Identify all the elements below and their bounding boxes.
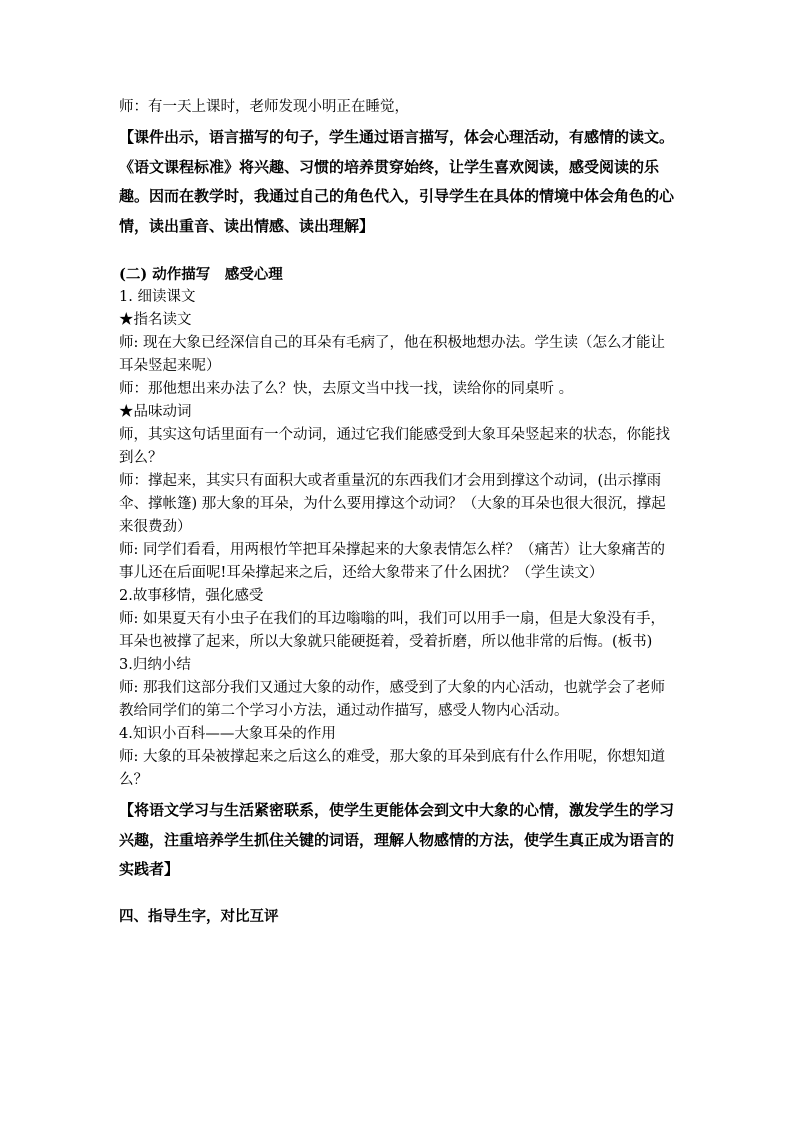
- star-savor-verbs: ★品味动词: [119, 404, 192, 420]
- paragraph-teacher-intro: 师：有一天上课时，老师发现小明正在睡觉，: [119, 99, 409, 115]
- document-page: [119, 96, 679, 928]
- paragraph-insects: 师: 如果夏天有小虫子在我们的耳边嗡嗡的叫，我们可以用手一扇，但是大象没有手，耳朵也被撑了起来，所以大象就只能硬挺着，受着折磨，所以他非常的后悔。(板书): [119, 611, 665, 650]
- star-read-aloud: ★指名读文: [119, 312, 192, 328]
- paragraph-elephant-believes: 师: 现在大象已经深信自己的耳朵有毛病了，他在积极地想办法。学生读（怎么才能让耳朵竖起来呢）: [119, 335, 665, 374]
- section-heading-characters: 四、指导生字，对比互评: [119, 907, 279, 925]
- note-language-description: 【课件出示，语言描写的句子，学生通过语言描写，体会心理活动，有感情的读文。《语文课程标准》将兴趣、习惯的培养贯穿始终，让学生喜欢阅读，感受阅读的乐趣。因而在教学时，我通过自己的角色代入，引导学生在具体的情境中体会角色的心情，读出重音、读出情感、读出理解】: [119, 128, 675, 235]
- paragraph-find-method: 师：那他想出来办法了么？快，去原文当中找一找，读给你的同桌听 。: [119, 381, 574, 397]
- paragraph-prop-up: 师：撑起来，其实只有面积大或者重量沉的东西我们才会用到撑这个动词，(出示撑雨伞、撑帐篷) 那大象的耳朵，为什么要用撑这个动词？（大象的耳朵也很大很沉，撑起来很费劲）: [119, 473, 666, 535]
- section-heading-action-description: (二) 动作描写 感受心理: [119, 266, 283, 283]
- step-summary: 3.归纳小结: [119, 657, 191, 673]
- paragraph-elephant-expression: 师: 同学们看看，用两根竹竿把耳朵撑起来的大象表情怎么样？（痛苦）让大象痛苦的事儿还在后面呢!耳朵撑起来之后，还给大象带来了什么困扰？（学生读文）: [119, 542, 665, 581]
- step-knowledge: 4.知识小百科——大象耳朵的作用: [119, 726, 336, 742]
- paragraph-find-verb: 师，其实这句话里面有一个动词，通过它我们能感受到大象耳朵竖起来的状态，你能找到么？: [119, 427, 670, 466]
- paragraph-ear-function: 师: 大象的耳朵被撑起来之后这么的难受，那大象的耳朵到底有什么作用呢，你想知道么？: [119, 749, 665, 788]
- step-close-reading: 1. 细读课文: [119, 289, 196, 305]
- note-life-connection: 【将语文学习与生活紧密联系，使学生更能体会到文中大象的心情，激发学生的学习兴趣，注重培养学生抓住关键的词语，理解人物感情的方法，使学生真正成为语言的实践者】: [119, 801, 675, 878]
- step-empathy: 2.故事移情，强化感受: [119, 588, 264, 604]
- paragraph-summary: 师: 那我们这部分我们又通过大象的动作，感受到了大象的内心活动，也就学会了老师教给同学们的第二个学习小方法，通过动作描写，感受人物内心活动。: [119, 680, 665, 719]
